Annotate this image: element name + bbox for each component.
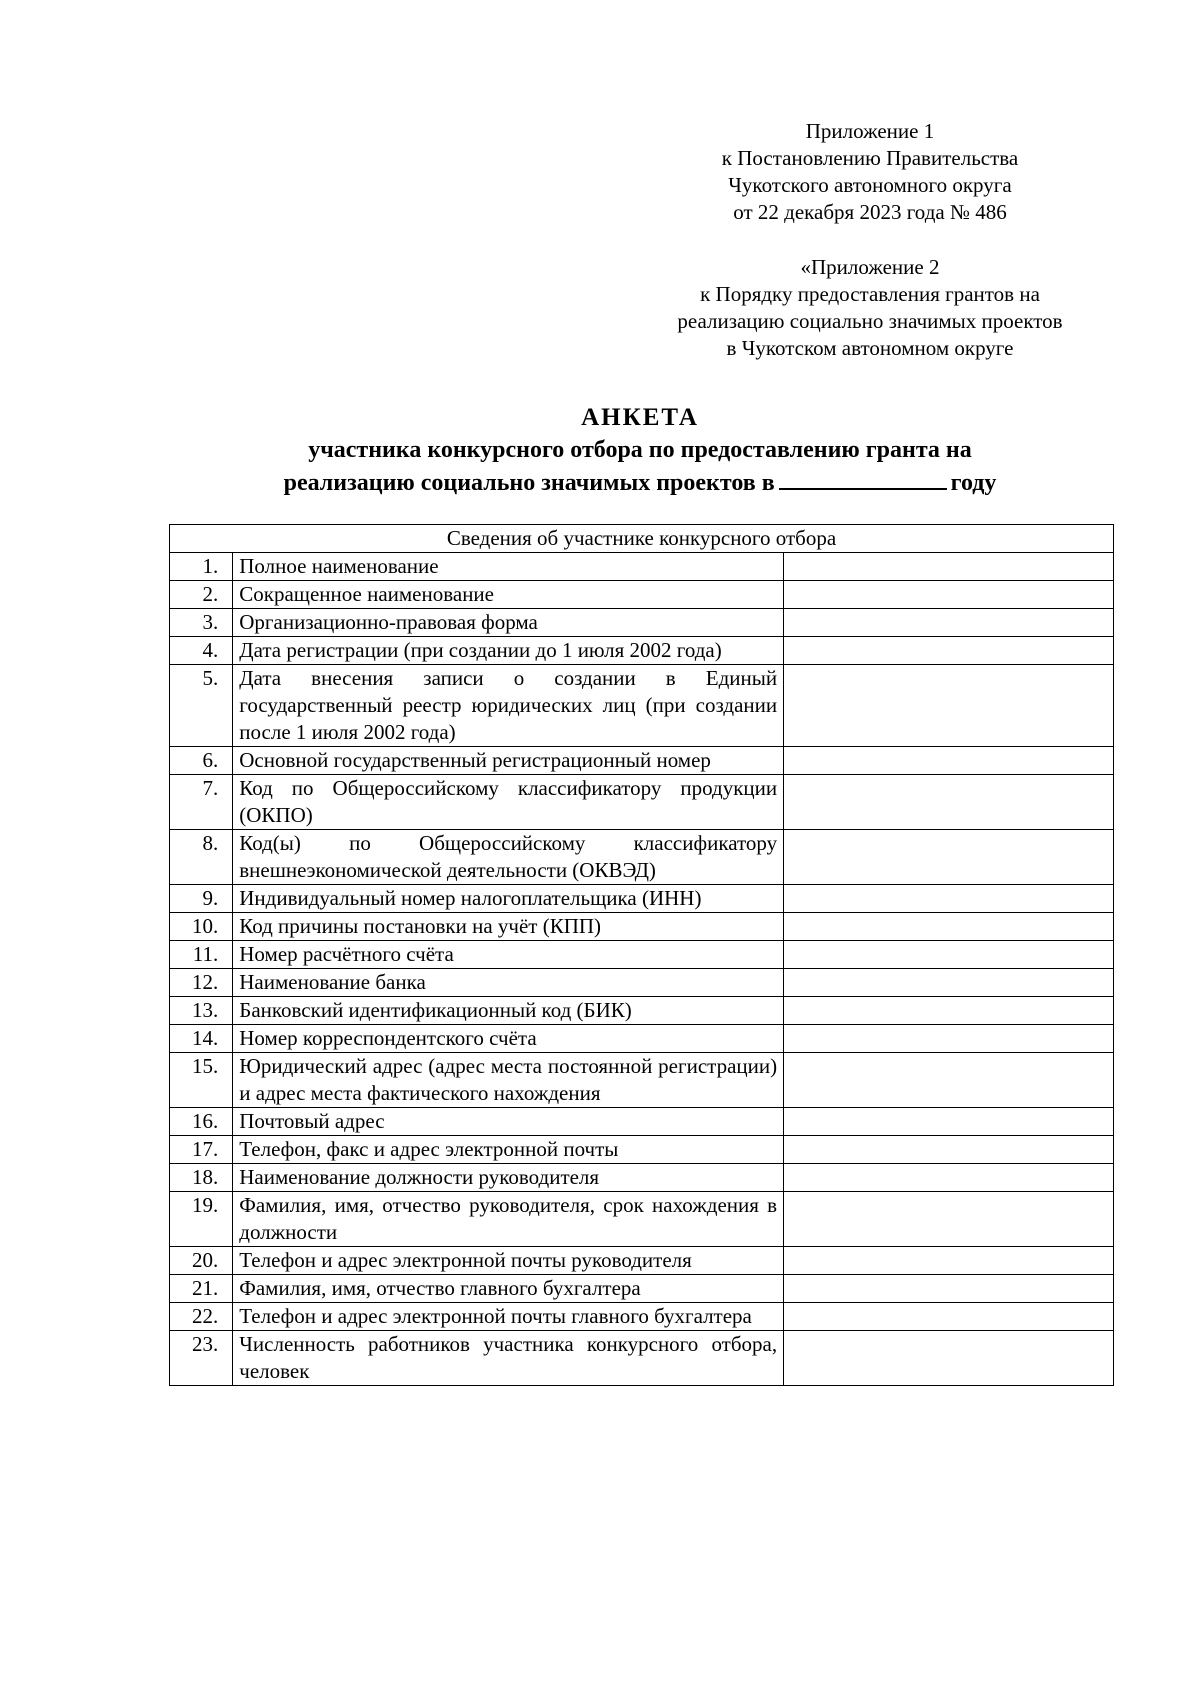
row-number: 4. bbox=[170, 637, 233, 665]
table-row bbox=[170, 1164, 1114, 1192]
table-row bbox=[170, 1025, 1114, 1053]
row-value-field[interactable] bbox=[784, 885, 1114, 913]
table-row bbox=[170, 609, 1114, 637]
row-value-field[interactable] bbox=[784, 1053, 1114, 1108]
table-header-row bbox=[170, 525, 1114, 553]
appendix-2-line: «Приложение 2 bbox=[800, 255, 940, 279]
row-value-field[interactable] bbox=[784, 1108, 1114, 1136]
table-row bbox=[170, 1192, 1114, 1247]
year-blank-field[interactable] bbox=[779, 466, 947, 490]
row-number: 22. bbox=[170, 1303, 233, 1331]
table-row bbox=[170, 581, 1114, 609]
row-number: 14. bbox=[170, 1025, 233, 1053]
row-number: 10. bbox=[170, 913, 233, 941]
appendix-1-line: Чукотского автономного округа bbox=[728, 173, 1012, 197]
row-number: 1. bbox=[170, 553, 233, 581]
table-row bbox=[170, 913, 1114, 941]
table-row bbox=[170, 1136, 1114, 1164]
title-line-1: участника конкурсного отбора по предоставлению гранта на bbox=[308, 437, 972, 463]
appendix-2-header bbox=[650, 254, 1090, 362]
row-value-field[interactable] bbox=[784, 969, 1114, 997]
row-number: 8. bbox=[170, 830, 233, 885]
row-value-field[interactable] bbox=[784, 1331, 1114, 1386]
row-value-field[interactable] bbox=[784, 997, 1114, 1025]
row-value-field[interactable] bbox=[784, 665, 1114, 747]
row-value-field[interactable] bbox=[784, 1275, 1114, 1303]
row-number: 21. bbox=[170, 1275, 233, 1303]
row-value-field[interactable] bbox=[784, 609, 1114, 637]
row-label: Фамилия, имя, отчество руководителя, срок нахождения в должности bbox=[233, 1192, 784, 1247]
row-label: Сокращенное наименование bbox=[233, 581, 784, 609]
appendix-2-line: реализацию социально значимых проектов bbox=[677, 309, 1063, 333]
row-value-field[interactable] bbox=[784, 1025, 1114, 1053]
title-line-2-text: реализацию социально значимых проектов в bbox=[283, 470, 775, 496]
appendix-2-line: к Порядку предоставления грантов на bbox=[700, 282, 1040, 306]
appendix-1-line: к Постановлению Правительства bbox=[721, 146, 1019, 170]
table-row bbox=[170, 665, 1114, 747]
table-row bbox=[170, 775, 1114, 830]
table-row bbox=[170, 553, 1114, 581]
row-number: 12. bbox=[170, 969, 233, 997]
row-label: Индивидуальный номер налогоплательщика (ИНН) bbox=[233, 885, 784, 913]
row-value-field[interactable] bbox=[784, 830, 1114, 885]
row-number: 17. bbox=[170, 1136, 233, 1164]
row-number: 16. bbox=[170, 1108, 233, 1136]
row-label: Фамилия, имя, отчество главного бухгалтера bbox=[233, 1275, 784, 1303]
table-row bbox=[170, 969, 1114, 997]
table-row bbox=[170, 1247, 1114, 1275]
table-row bbox=[170, 1275, 1114, 1303]
row-label: Номер корреспондентского счёта bbox=[233, 1025, 784, 1053]
row-number: 15. bbox=[170, 1053, 233, 1108]
table-header: Сведения об участнике конкурсного отбора bbox=[170, 525, 1114, 553]
row-label: Почтовый адрес bbox=[233, 1108, 784, 1136]
table-row bbox=[170, 1053, 1114, 1108]
row-label: Телефон и адрес электронной почты главного бухгалтера bbox=[233, 1303, 784, 1331]
appendix-1-line: Приложение 1 bbox=[805, 119, 935, 143]
row-value-field[interactable] bbox=[784, 1136, 1114, 1164]
row-value-field[interactable] bbox=[784, 747, 1114, 775]
row-value-field[interactable] bbox=[784, 775, 1114, 830]
row-number: 6. bbox=[170, 747, 233, 775]
table-row bbox=[170, 1303, 1114, 1331]
title-line-2 bbox=[170, 466, 1110, 499]
row-label: Численность работников участника конкурсного отбора, человек bbox=[233, 1331, 784, 1386]
appendix-2-line: в Чукотском автономном округе bbox=[726, 336, 1014, 360]
row-number: 9. bbox=[170, 885, 233, 913]
row-number: 19. bbox=[170, 1192, 233, 1247]
table-row bbox=[170, 1108, 1114, 1136]
row-number: 23. bbox=[170, 1331, 233, 1386]
row-value-field[interactable] bbox=[784, 913, 1114, 941]
row-value-field[interactable] bbox=[784, 581, 1114, 609]
table-row bbox=[170, 941, 1114, 969]
appendix-1-header bbox=[700, 118, 1040, 226]
row-number: 11. bbox=[170, 941, 233, 969]
row-label: Основной государственный регистрационный номер bbox=[233, 747, 784, 775]
row-number: 13. bbox=[170, 997, 233, 1025]
row-label: Юридический адрес (адрес места постоянной регистрации) и адрес места фактического нахождения bbox=[233, 1053, 784, 1108]
row-label: Код причины постановки на учёт (КПП) bbox=[233, 913, 784, 941]
row-label: Наименование должности руководителя bbox=[233, 1164, 784, 1192]
row-label: Код(ы) по Общероссийскому классификатору внешнеэкономической деятельности (ОКВЭД) bbox=[233, 830, 784, 885]
row-label: Номер расчётного счёта bbox=[233, 941, 784, 969]
row-label: Дата внесения записи о создании в Единый государственный реестр юридических лиц (при создании после 1 июля 2002 года) bbox=[233, 665, 784, 747]
row-number: 2. bbox=[170, 581, 233, 609]
table-row bbox=[170, 1331, 1114, 1386]
row-label: Код по Общероссийскому классификатору продукции (ОКПО) bbox=[233, 775, 784, 830]
row-value-field[interactable] bbox=[784, 637, 1114, 665]
table-row bbox=[170, 830, 1114, 885]
row-label: Полное наименование bbox=[233, 553, 784, 581]
appendix-1-line: от 22 декабря 2023 года № 486 bbox=[733, 200, 1007, 224]
row-number: 18. bbox=[170, 1164, 233, 1192]
row-value-field[interactable] bbox=[784, 1303, 1114, 1331]
row-value-field[interactable] bbox=[784, 1247, 1114, 1275]
table-row bbox=[170, 747, 1114, 775]
row-label: Банковский идентификационный код (БИК) bbox=[233, 997, 784, 1025]
row-number: 3. bbox=[170, 609, 233, 637]
row-label: Дата регистрации (при создании до 1 июля 2002 года) bbox=[233, 637, 784, 665]
table-row bbox=[170, 637, 1114, 665]
title-main: АНКЕТА bbox=[581, 404, 699, 431]
table-row bbox=[170, 997, 1114, 1025]
row-number: 7. bbox=[170, 775, 233, 830]
row-number: 5. bbox=[170, 665, 233, 747]
row-value-field[interactable] bbox=[784, 941, 1114, 969]
row-label: Телефон и адрес электронной почты руководителя bbox=[233, 1247, 784, 1275]
row-value-field[interactable] bbox=[784, 1164, 1114, 1192]
row-label: Наименование банка bbox=[233, 969, 784, 997]
row-label: Организационно-правовая форма bbox=[233, 609, 784, 637]
row-value-field[interactable] bbox=[784, 1192, 1114, 1247]
participant-info-table bbox=[169, 524, 1114, 1386]
row-number: 20. bbox=[170, 1247, 233, 1275]
row-value-field[interactable] bbox=[784, 553, 1114, 581]
table-row bbox=[170, 885, 1114, 913]
form-title bbox=[170, 402, 1110, 499]
title-line-2-year-word: году bbox=[950, 470, 997, 496]
row-label: Телефон, факс и адрес электронной почты bbox=[233, 1136, 784, 1164]
